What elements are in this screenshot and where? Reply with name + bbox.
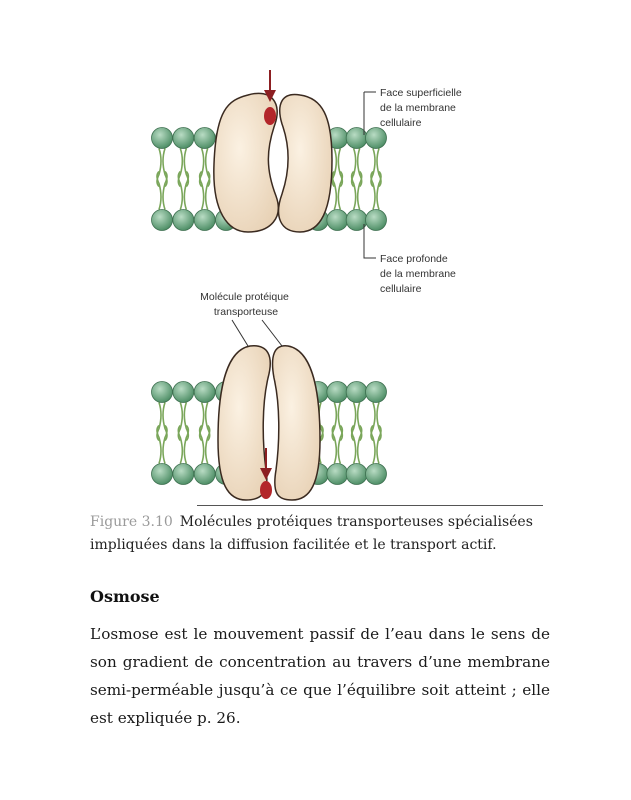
phospholipid-head xyxy=(173,464,194,485)
section-heading: Osmose xyxy=(90,587,160,606)
figure-number: Figure 3.10 xyxy=(90,514,173,530)
phospholipid-head xyxy=(152,210,173,231)
phospholipid-tail xyxy=(206,426,210,464)
phospholipid-tail xyxy=(178,426,182,464)
phospholipid-tail xyxy=(157,172,161,210)
lower-right-carrier-protein xyxy=(273,346,320,500)
phospholipid-tail xyxy=(206,172,210,210)
figure-caption-text: Molécules protéiques transporteuses spécialisées impliquées dans la diffusion facilitée et le transport actif. xyxy=(90,514,533,553)
phospholipid-tail xyxy=(184,426,188,464)
phospholipid-head xyxy=(194,464,215,485)
phospholipid-tail xyxy=(352,426,356,464)
phospholipid-head xyxy=(194,128,215,149)
carrier-leader-lines xyxy=(232,320,282,346)
phospholipid-tail xyxy=(157,426,161,464)
upper-right-carrier-protein xyxy=(279,95,332,232)
phospholipid-head xyxy=(366,210,387,231)
lower-membrane xyxy=(152,346,387,500)
phospholipid-tail xyxy=(163,426,167,464)
phospholipid-tail xyxy=(371,172,375,210)
inner-face-label: Face profonde de la membrane cellulaire xyxy=(380,253,456,295)
phospholipid-head xyxy=(173,128,194,149)
lower-left-carrier-protein xyxy=(218,346,270,500)
phospholipid-tail xyxy=(184,172,188,210)
lower-solute-molecule xyxy=(260,481,272,499)
phospholipid-tail xyxy=(371,426,375,464)
phospholipid-tail xyxy=(332,172,336,210)
phospholipid-tail xyxy=(377,426,381,464)
phospholipid-head xyxy=(366,382,387,403)
figure-caption xyxy=(90,511,550,557)
phospholipid-head xyxy=(152,382,173,403)
phospholipid-tail xyxy=(338,172,342,210)
phospholipid-head xyxy=(173,210,194,231)
phospholipid-tail xyxy=(332,426,336,464)
phospholipid-tail xyxy=(352,172,356,210)
phospholipid-tail xyxy=(358,426,362,464)
phospholipid-head xyxy=(152,128,173,149)
phospholipid-head xyxy=(346,382,367,403)
phospholipid-tail xyxy=(338,426,342,464)
phospholipid-head xyxy=(152,464,173,485)
phospholipid-tail xyxy=(163,172,167,210)
phospholipid-head xyxy=(327,382,348,403)
phospholipid-head xyxy=(346,464,367,485)
carrier-protein-label: Molécule protéique transporteuse xyxy=(200,291,289,318)
phospholipid-tail xyxy=(200,426,204,464)
phospholipid-head xyxy=(194,382,215,403)
phospholipid-head xyxy=(173,382,194,403)
phospholipid-tail xyxy=(358,172,362,210)
phospholipid-tail xyxy=(200,172,204,210)
phospholipid-tail xyxy=(178,172,182,210)
figure-rule xyxy=(197,505,543,506)
phospholipid-head xyxy=(327,210,348,231)
phospholipid-head xyxy=(366,128,387,149)
outer-face-label: Face superficielle de la membrane cellulaire xyxy=(380,87,462,129)
phospholipid-head xyxy=(327,464,348,485)
section-paragraph: L’osmose est le mouvement passif de l’eau dans le sens de son gradient de concentration au travers d’une membrane semi-perméable jusqu’à ce que l’équilibre soit atteint ; elle est expliquée p. 26. xyxy=(90,625,550,727)
upper-solute-molecule xyxy=(264,107,276,125)
upper-membrane xyxy=(152,70,387,232)
phospholipid-head xyxy=(366,464,387,485)
phospholipid-tail xyxy=(377,172,381,210)
phospholipid-head xyxy=(194,210,215,231)
